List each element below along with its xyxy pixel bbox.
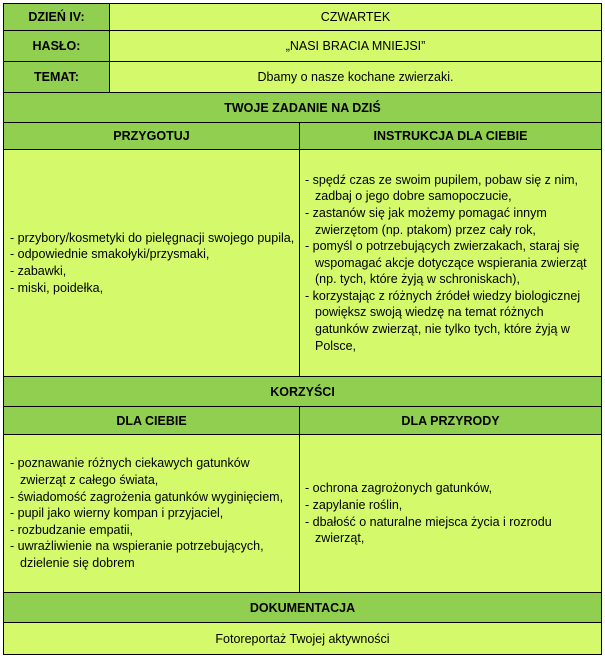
list-item: - miski, poidełka, (10, 280, 104, 295)
documentation-title-row (4, 593, 601, 623)
topic-value: Dbamy o nasze kochane zwierzaki. (109, 62, 601, 92)
list-item: - pupil jako wierny kompan i przyjaciel, (10, 506, 224, 521)
benefits-you-header: DLA CIEBIE (116, 413, 187, 428)
benefits-nature-list (300, 480, 591, 546)
topic-row (4, 62, 601, 93)
list-item: - rozbudzanie empatii, (10, 522, 133, 537)
instruction-list (300, 172, 591, 355)
benefits-nature-cell (299, 435, 601, 592)
instruction-list-cell (299, 150, 601, 376)
benefits-you-list (4, 455, 293, 571)
list-item: - pomyśl o potrzebujących zwierzakach, staraj się wspomagać akcje dotyczące wspierania zwierząt (np. tych, które żyją w schroniskach), (305, 239, 587, 287)
task-content-row (4, 150, 601, 377)
benefits-headers-row (4, 407, 601, 435)
prepare-list (4, 230, 294, 296)
motto-row (4, 31, 601, 62)
topic-label: TEMAT: (4, 62, 109, 92)
list-item: - uwrażliwienie na wspieranie potrzebujących, dzielenie się dobrem (10, 539, 264, 570)
task-title: TWOJE ZADANIE NA DZIŚ (224, 100, 381, 115)
prepare-list-cell (4, 150, 299, 376)
documentation-title: DOKUMENTACJA (249, 600, 356, 615)
list-item: - spędź czas ze swoim pupilem, pobaw się z nim, zadbaj o jego dobre samopoczucie, (305, 172, 579, 204)
list-item: - korzystając z różnych źródeł wiedzy biologicznej powiększ swoją wiedzę na temat różnych gatunków zwierząt, nie tylko tych, które żyją w Polsce, (305, 288, 581, 353)
motto-value: „NASI BRACIA MNIEJSI” (109, 31, 601, 61)
list-item: - ochrona zagrożonych gatunków, (305, 481, 492, 496)
task-title-row (4, 93, 601, 123)
instruction-header: INSTRUKCJA DLA CIEBIE (299, 123, 601, 149)
list-item: - poznawanie różnych ciekawych gatunków zwierząt z całego świata, (10, 456, 250, 488)
day-value: CZWARTEK (109, 4, 601, 30)
list-item: - dbałość o naturalne miejsca życia i rozrodu zwierząt, (305, 514, 552, 546)
list-item: - zastanów się jak możemy pomagać innym zwierzętom (np. ptakom) przez cały rok, (305, 205, 547, 237)
benefits-title: KORZYŚCI (270, 384, 335, 399)
list-item: - przybory/kosmetyki do pielęgnacji swojego pupila, (10, 230, 295, 245)
benefits-you-cell (4, 435, 299, 592)
benefits-title-row (4, 377, 601, 407)
list-item: - zabawki, (10, 264, 67, 278)
list-item: - świadomość zagrożenia gatunków wyginięciem, (10, 489, 284, 504)
lesson-card-table (3, 3, 602, 655)
benefits-nature-header: DLA PRZYRODY (299, 407, 601, 434)
documentation-value-row (4, 623, 601, 654)
documentation-value: Fotoreportaż Twojej aktywności (215, 631, 390, 646)
list-item: - zapylanie roślin, (305, 497, 403, 512)
benefits-content-row (4, 435, 601, 593)
motto-label: HASŁO: (4, 31, 109, 61)
day-row (4, 4, 601, 31)
list-item: - odpowiednie smakołyki/przysmaki, (10, 247, 210, 262)
day-label: DZIEŃ IV: (4, 4, 109, 30)
prepare-header: PRZYGOTUJ (113, 129, 190, 143)
task-headers-row (4, 123, 601, 150)
